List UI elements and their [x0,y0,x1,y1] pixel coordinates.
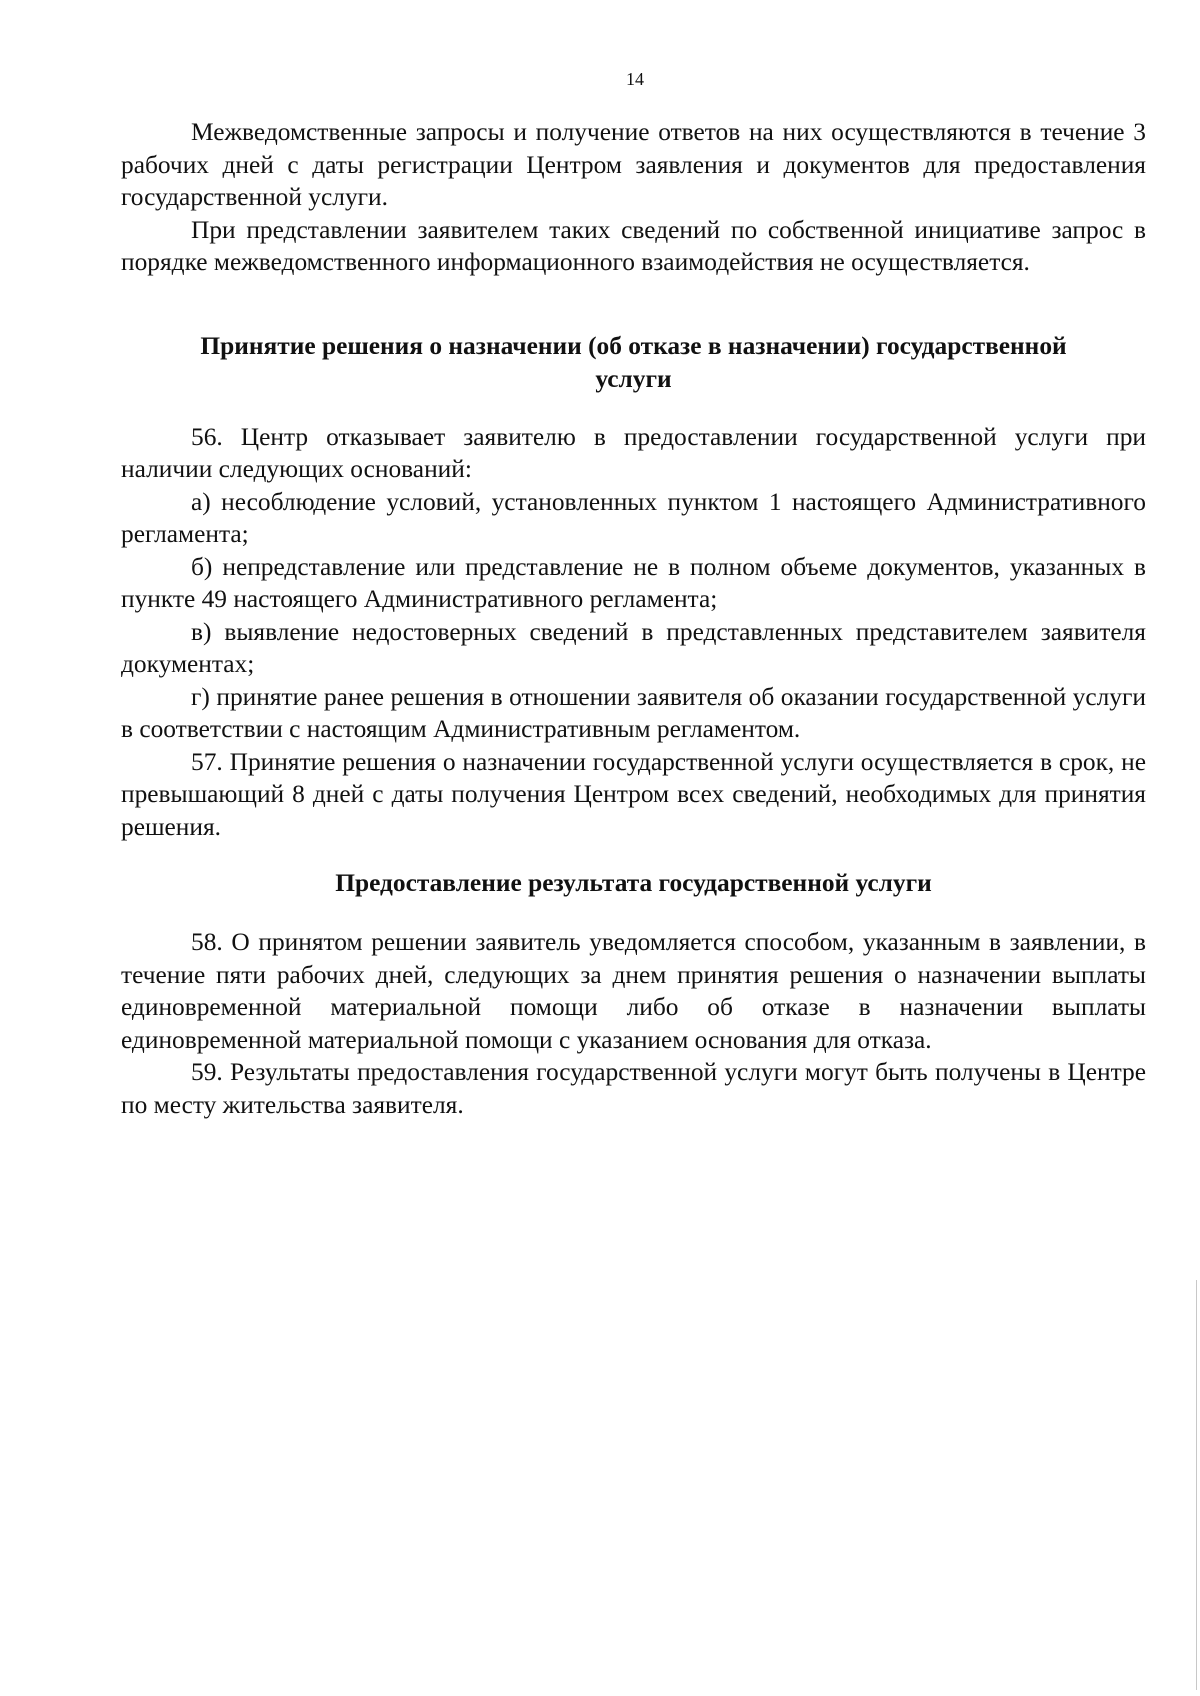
page-number: 14 [626,69,644,89]
list-item-g: г) принятие ранее решения в отношении заявителя об оказании государственной услуги в соответствии с настоящим Административным регламентом. [121,682,1146,743]
paragraph-own-initiative: При представлении заявителем таких сведений по собственной инициативе запрос в порядке межведомственного информационного взаимодействия не осуществляется. [121,215,1146,276]
section-heading-decision-line2: услуги [595,364,672,393]
list-item-v: в) выявление недостоверных сведений в представленных представителем заявителя документах; [121,617,1146,678]
list-item-a: а) несоблюдение условий, установленных пунктом 1 настоящего Административного регламента; [121,487,1146,548]
section-heading-result: Предоставление результата государственной услуги [335,869,932,897]
spacer [121,900,1146,926]
paragraph-56: 56. Центр отказывает заявителю в предоставлении государственной услуги при наличии следующих оснований: [121,422,1146,483]
spacer [121,279,1146,330]
paragraph-59: 59. Результаты предоставления государственной услуги могут быть получены в Центре по месту жительства заявителя. [121,1058,1146,1119]
spacer [121,396,1146,421]
list-item-b: б) непредставление или представление не в полном объеме документов, указанных в пункте 49 настоящего Административного регламента; [121,552,1146,613]
section-heading-decision [121,330,1146,396]
paragraph-58: 58. О принятом решении заявитель уведомляется способом, указанным в заявлении, в течение пяти рабочих дней, следующих за днем принятия решения о назначении выплаты единовременной материальной помощи либо об отказе в назначении выплаты единовременной материальной помощи с указанием основания для отказа. [121,928,1146,1054]
section-heading-decision-line1: Принятие решения о назначении (об отказе в назначении) государственной [200,331,1067,360]
scan-edge-line [1196,1280,1197,1690]
document-body [121,116,1146,1121]
paragraph-57: 57. Принятие решения о назначении государственной услуги осуществляется в срок, не превышающий 8 дней с даты получения Центром всех сведений, необходимых для принятия решения. [121,747,1146,841]
paragraph-interagency-requests: Межведомственные запросы и получение ответов на них осуществляются в течение 3 рабочих дней с даты регистрации Центром заявления и документов для предоставления государственной услуги. [121,118,1146,211]
spacer [121,843,1146,867]
